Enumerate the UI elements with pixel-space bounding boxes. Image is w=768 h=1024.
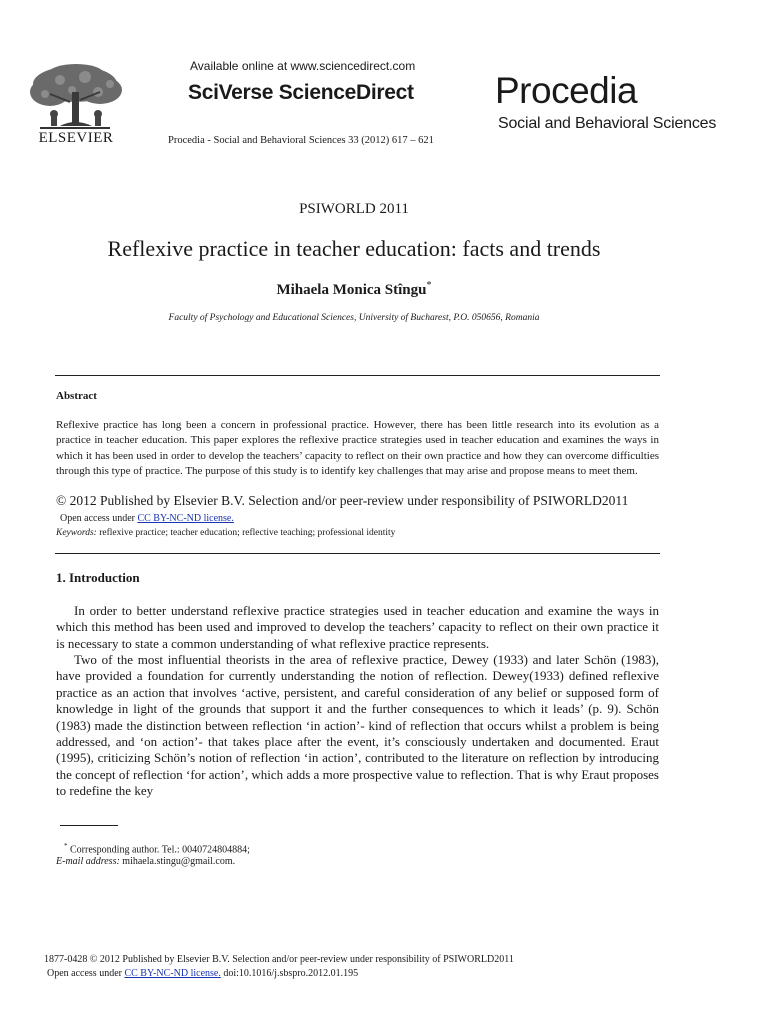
intro-paragraph-2-text: Two of the most influential theorists in the area of reflexive practice, Dewey (1933) and later Schön (1983), have provided a foundation for currently understanding the notion of reflection. Dewey(1933) defined reflexive practice as an action that involves ‘active, persistent, and careful consideration of any belief or supposed form of knowledge in light of the grounds that support it and the further consequences to which it leads’ (p. 9). Schön (1983) made the distinction between reflection ‘in action’- kind of reflection that occurs whilst a problem is being addressed, and ‘on action’- that takes place after the event, it’s consciously undertaken and documented. Eraut (1995), criticizing Schön’s notion of reflection ‘in action’, contributed to the literature on reflection by introducing the concept of reflection ‘for action’, which adds a more prospective value to reflection. That is why Eraut proposes to redefine the key — [56, 652, 659, 799]
email-address[interactable]: mihaela.stingu@gmail.com. — [122, 856, 236, 867]
intro-paragraph-2 — [56, 652, 659, 800]
abstract-body: Reflexive practice has long been a concern in professional practice. However, there has been little research into its evolution as a practice in teacher education. This paper explores the reflexive practice strategies used in teacher education and examines the ways in which it has been used in order to develop the teachers’ capacity to reflect on their own practice and how they can overcome difficulties through this type of practice. The purpose of this study is to identify key challenges that may arise and propose means to meet them. — [56, 419, 659, 477]
author-footnote-mark[interactable]: * — [426, 280, 432, 291]
author-text: Mihaela Monica Stîngu — [276, 282, 427, 298]
paper-title: Reflexive practice in teacher education: facts and trends — [107, 236, 601, 261]
abstract-top-divider — [55, 375, 660, 376]
open-access-line — [60, 513, 234, 524]
intro-paragraph-1-text: In order to better understand reflexive practice strategies used in teacher education and examine the ways in which this method has been used and improved to develop the teachers’ capacity to reflect on their own practice it is necessary to state a common understanding of what reflexive practice represents. — [56, 603, 659, 651]
procedia-subtitle: Social and Behavioral Sciences — [498, 115, 717, 132]
footnote-mark: * — [64, 842, 68, 850]
footnote-divider — [60, 825, 118, 826]
conference-name: PSIWORLD 2011 — [299, 201, 409, 217]
copyright-notice: © 2012 Published by Elsevier B.V. Selection and/or peer-review under responsibility of PSIWORLD2011 — [56, 493, 629, 508]
keywords-list: reflexive practice; teacher education; reflective teaching; professional identity — [99, 528, 396, 538]
footer-license-link[interactable]: CC BY-NC-ND license. — [124, 968, 221, 979]
footer-issn-line: 1877-0428 © 2012 Published by Elsevier B.V. Selection and/or peer-review under responsibility of PSIWORLD2011 — [44, 954, 514, 965]
keywords-line — [56, 528, 395, 538]
footer-doi-line — [47, 968, 358, 979]
intro-paragraph-1 — [56, 603, 659, 652]
footer-open-access-label: Open access under — [47, 968, 122, 979]
tree-icon — [20, 62, 130, 132]
footnote-corresponding-text: Corresponding author. Tel.: 0040724804884; — [70, 844, 250, 856]
publisher-name: ELSEVIER — [38, 130, 114, 146]
journal-reference: Procedia - Social and Behavioral Sciences 33 (2012) 617 – 621 — [168, 135, 434, 146]
available-online-text: Available online at www.sciencedirect.com — [190, 59, 416, 73]
abstract-bottom-divider — [55, 553, 660, 554]
footnote-corresponding — [64, 842, 250, 855]
email-label: E-mail address: — [56, 856, 120, 867]
open-access-label: Open access under — [60, 513, 135, 524]
keywords-label: Keywords: — [56, 528, 97, 538]
license-link[interactable]: CC BY-NC-ND license. — [137, 513, 234, 524]
author-affiliation: Faculty of Psychology and Educational Sciences, University of Bucharest, P.O. 050656, Romania — [168, 313, 540, 323]
author-name — [0, 280, 708, 299]
sciverse-logo-text: SciVerse ScienceDirect — [188, 81, 414, 104]
footer-doi[interactable]: doi:10.1016/j.sbspro.2012.01.195 — [223, 968, 359, 979]
section-heading-introduction: 1. Introduction — [56, 570, 140, 585]
procedia-logo: Procedia — [495, 70, 638, 111]
footnote-email — [56, 856, 235, 867]
abstract-heading: Abstract — [56, 390, 97, 402]
